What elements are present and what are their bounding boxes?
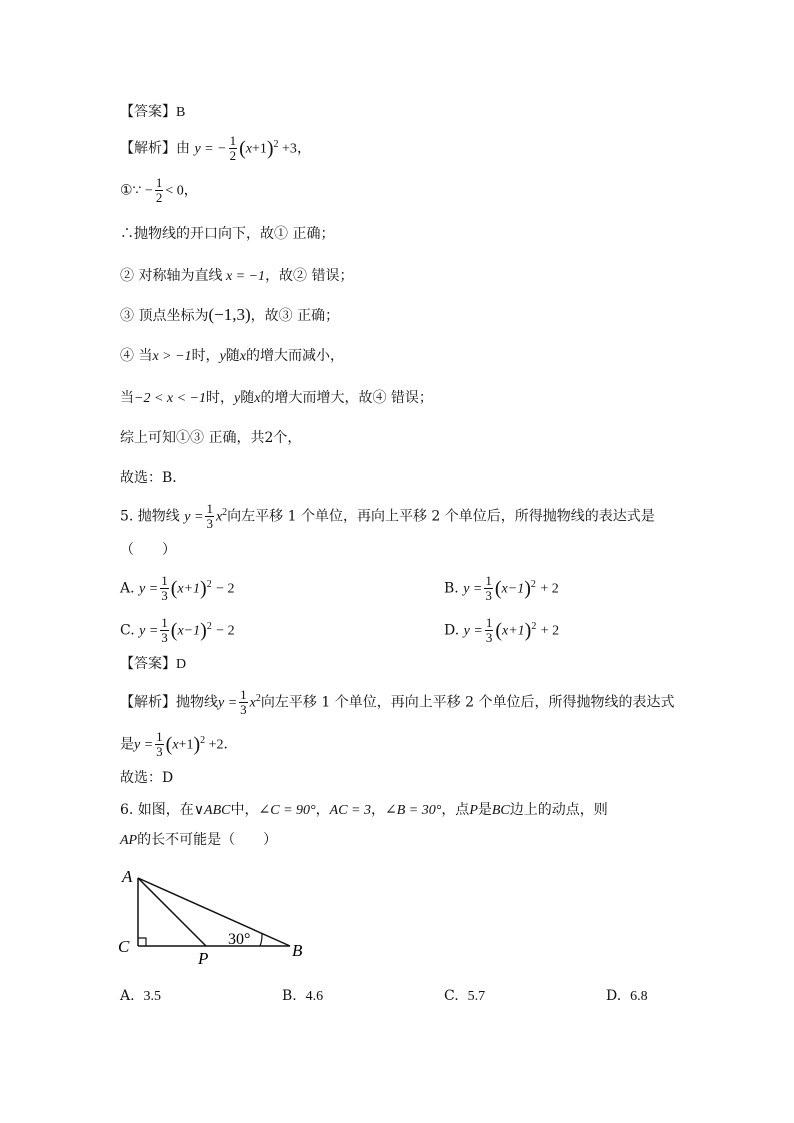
text: ，故② 错误； <box>265 268 354 284</box>
text: ④ 当 <box>120 348 153 364</box>
option-value: 5.7 <box>467 989 486 1004</box>
text: 时， <box>206 390 235 406</box>
q4-answer <box>120 102 185 123</box>
answer-label: 【答案】 <box>120 656 176 672</box>
fraction-third: $\frac{1}{3}$ <box>206 501 213 531</box>
text: 中， <box>230 802 259 818</box>
inner: x+1 <box>177 581 201 597</box>
text: 5. 抛物线 <box>120 508 180 525</box>
text: 向左平移 1 个单位，再向上平移 2 个单位后，所得抛物线的表达式是 <box>227 508 655 525</box>
q5-analysis-line2: 是y = $\frac{1}{3}$ $(x+1)^2 +2$． <box>120 729 238 759</box>
triangle-name: ∨ABC <box>193 803 231 818</box>
analysis-label: 【解析】 <box>120 140 176 157</box>
q4-analysis-line9: 故选：B． <box>120 470 187 486</box>
label-c: C <box>118 937 130 956</box>
condition: ∠C = 90° <box>258 803 316 818</box>
text: ② 对称轴为直线 <box>120 268 223 284</box>
q5-stem: 5. 抛物线 y = $\frac{1}{3}$ $x^2$向左平移 1 个单位，再向上平移 2 个单位后，所得抛物线的表达式是 <box>120 501 655 531</box>
answer-label: 【答案】 <box>120 104 176 120</box>
angle-arc <box>260 934 262 946</box>
segment-ap <box>138 878 206 946</box>
answer-value: D <box>176 657 187 672</box>
inner: x−1 <box>501 581 525 597</box>
text: 抛物线 <box>176 694 218 711</box>
point-name: P <box>469 803 478 818</box>
tail: − 2 <box>216 581 235 597</box>
q6-option-a[interactable] <box>120 986 161 1007</box>
analysis-label: 【解析】 <box>120 694 176 711</box>
text: 由 <box>176 140 190 157</box>
q4-analysis-line4: ② 对称轴为直线 x = −1，故② 错误； <box>120 268 354 284</box>
vertex-coord: (−1,3) <box>208 305 251 324</box>
segment-name: BC <box>491 803 510 818</box>
q4-analysis-line8: 综上可知①③ 正确，共2个， <box>120 430 302 446</box>
q5-option-b[interactable]: B. y = $\frac{1}{3}$ $(x-1)^2 + 2$ <box>444 573 559 603</box>
option-label: B. <box>444 580 459 597</box>
tail: + 2 <box>540 581 559 597</box>
text: 的增大而增大，故④ 错误； <box>260 390 433 406</box>
text: ，点 <box>441 802 470 818</box>
text: 是 <box>477 802 492 818</box>
angle-label: 30° <box>228 931 251 948</box>
q5-option-a[interactable]: A. y = $\frac{1}{3}$ $(x+1)^2 - 2$ <box>120 573 235 603</box>
label-b: B <box>292 941 303 960</box>
q4-analysis-line3: ∴抛物线的开口向下，故① 正确； <box>120 226 335 242</box>
answer-value: B <box>176 105 186 120</box>
q6-option-c[interactable] <box>444 986 485 1007</box>
label-p: P <box>198 949 209 968</box>
option-label: B. <box>282 988 297 1004</box>
text: 当 <box>120 390 134 406</box>
text: ③ 顶点坐标为 <box>120 308 209 324</box>
condition: −2 < x < −1 <box>134 391 207 406</box>
inner: x−1 <box>177 623 201 639</box>
option-label: D. <box>444 622 460 639</box>
q5-option-c[interactable]: C. y = $\frac{1}{3}$ $(x-1)^2 - 2$ <box>120 615 235 645</box>
condition: AC = 3 <box>329 803 371 818</box>
q6-option-d[interactable] <box>606 986 648 1007</box>
text: 边上的动点，则 <box>509 802 608 818</box>
tail: + 2 <box>540 623 560 639</box>
right-angle-mark <box>138 938 146 946</box>
option-value: 6.8 <box>630 989 648 1004</box>
q6-option-b[interactable] <box>282 986 323 1007</box>
q4-analysis-line7: 当−2 < x < −1时，y随x的增大而增大，故④ 错误； <box>120 390 433 406</box>
fraction-half: $\frac{1}{2}$ <box>229 133 237 163</box>
option-label: A. <box>120 988 135 1004</box>
q5-answer <box>120 654 186 675</box>
option-label: C. <box>120 622 135 639</box>
text: 随 <box>225 348 240 364</box>
text: 向左平移 1 个单位，再向上平移 2 个单位后，所得抛物线的表达式 <box>260 694 675 711</box>
tail: − 2 <box>216 623 235 639</box>
option-label: A. <box>120 580 135 597</box>
option-label: C. <box>444 988 459 1004</box>
side-ab <box>138 878 290 946</box>
q5-analysis-line1: 【解析】抛物线y = $\frac{1}{3}$ $x^2$向左平移 1 个单位，再向上平移 2 个单位后，所得抛物线的表达式 <box>120 687 675 717</box>
text: 6. 如图，在 <box>120 802 194 818</box>
segment-name: AP <box>120 833 138 848</box>
condition: x > −1 <box>152 349 192 364</box>
q6-stem-line2 <box>120 830 277 851</box>
triangle-figure <box>110 860 320 970</box>
q4-analysis-line1: 【解析】由 y = − $\frac{1}{2}$ $(x+1)^2 +3$， <box>120 133 311 163</box>
text: 随 <box>240 390 255 406</box>
q4-analysis-line6: ④ 当x > −1时，y随x的增大而减小， <box>120 348 344 364</box>
q4-analysis-line5 <box>120 305 339 326</box>
text: 的长不可能是（ ） <box>137 832 278 848</box>
text: ，故③ 正确； <box>250 308 340 324</box>
option-label: D. <box>606 988 622 1004</box>
text: 是 <box>120 736 134 753</box>
condition: ∠B = 30° <box>384 803 442 818</box>
text: ． <box>223 736 238 753</box>
option-value: 3.5 <box>143 989 161 1004</box>
text: 的增大而减小， <box>246 348 344 364</box>
label-a: A <box>122 867 133 886</box>
q4-analysis-line2: ①∵ − $\frac{1}{2}$ < 0， <box>120 175 198 205</box>
text: ①∵ <box>120 182 142 199</box>
q5-option-d[interactable]: D. y = $\frac{1}{3}$ $(x+1)^2 + 2$ <box>444 615 560 645</box>
q5-choose: 故选：D <box>120 770 174 786</box>
option-value: 4.6 <box>305 989 324 1004</box>
inner: x+1 <box>501 623 525 639</box>
fraction-half: $\frac{1}{2}$ <box>155 175 163 205</box>
text: 时， <box>191 348 220 364</box>
q5-paren: （ ） <box>120 542 176 558</box>
formula-q4: y = − <box>194 141 227 157</box>
q6-stem-line1: 6. 如图，在∨ABC中，∠C = 90°，AC = 3，∠B = 30°，点P是BC边上的动点，则 <box>120 802 608 818</box>
